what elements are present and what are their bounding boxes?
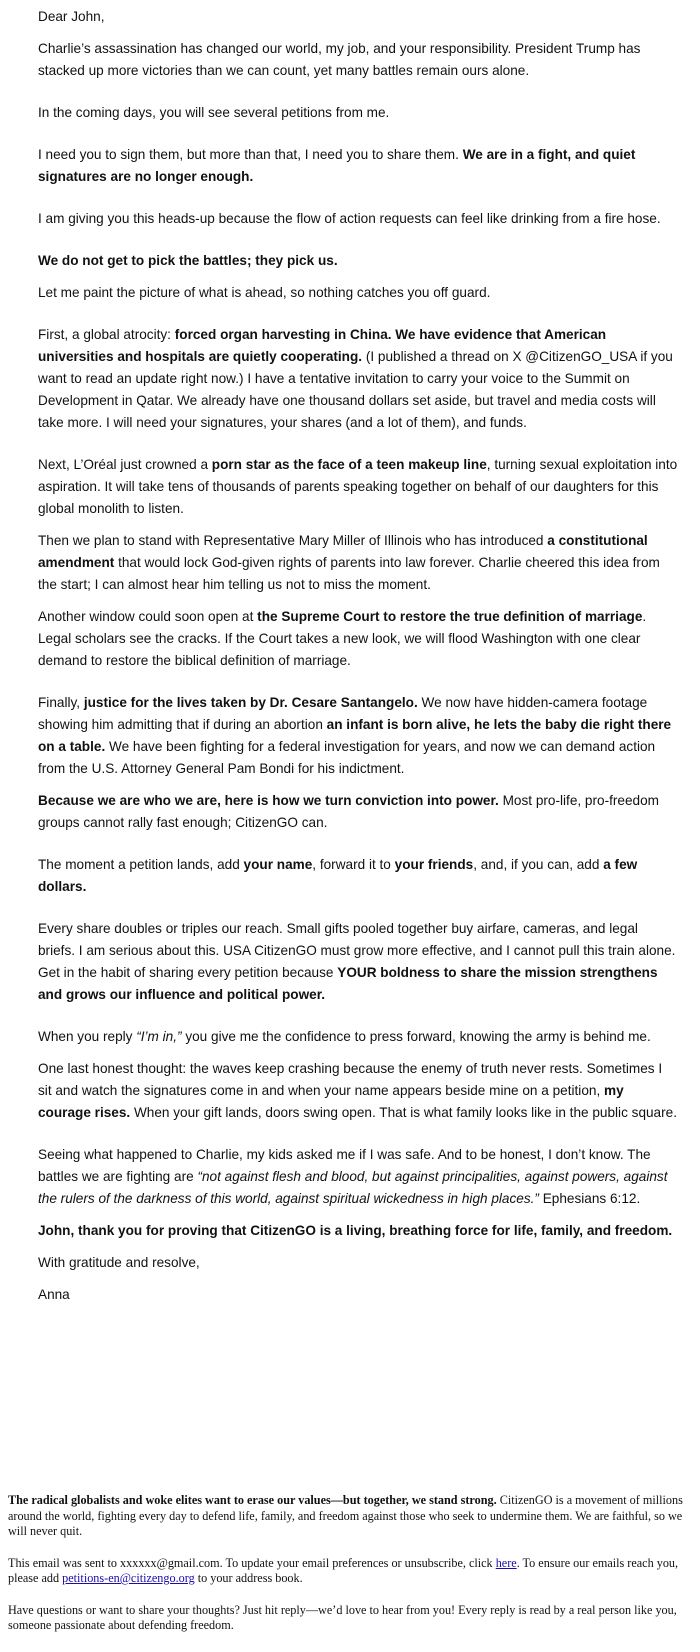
greeting: Dear John, xyxy=(38,9,105,24)
paragraph-loreal: Next, L’Oréal just crowned a porn star as the face of a teen makeup line, turning sexual exploitation into aspiration. It will take tens of thousands of parents speaking together on behalf of our daughters for this global monolith to listen. xyxy=(38,457,678,516)
footer-email-preferences: This email was sent to xxxxxx@gmail.com. To update your email preferences or unsubscribe, click here. To ensure our emails reach you, please add petitions-en@citizengo.org to your address book. xyxy=(8,1555,679,1585)
email-footer xyxy=(8,1493,692,1634)
paragraph-conviction-power: Because we are who we are, here is how we turn conviction into power. Most pro-life, pro-freedom groups cannot rally fast enough; CitizenGO can. xyxy=(38,793,659,830)
footer-reply-invite: Have questions or want to share your thoughts? Just hit reply—we’d love to hear from you! Every reply is read by a real person like you, someone passionate about defending freedom. xyxy=(8,1602,677,1632)
paragraph-sign-and-share: I need you to sign them, but more than that, I need you to share them. We are in a fight, and quiet signatures are no longer enough. xyxy=(38,147,636,184)
footer-mission: The radical globalists and woke elites want to erase our values—but together, we stand strong. CitizenGO is a movement of millions around the world, fighting every day to defend life, family, and freedom against those who seek to undermine them. We are faithful, so we will never quit. xyxy=(8,1493,683,1538)
paragraph-picture-ahead: Let me paint the picture of what is ahead, so nothing catches you off guard. xyxy=(38,285,491,300)
paragraph-supreme-court: Another window could soon open at the Supreme Court to restore the true definition of marriage. Legal scholars see the cracks. If the Court takes a new look, we will flood Washington with one clear demand to restore the biblical definition of marriage. xyxy=(38,609,647,668)
paragraph-intro: Charlie’s assassination has changed our world, my job, and your responsibility. President Trump has stacked up more victories than we can count, yet many battles remain ours alone. xyxy=(38,41,641,78)
signature: Anna xyxy=(38,1287,70,1302)
paragraph-heads-up: I am giving you this heads-up because the flow of action requests can feel like drinking from a fire hose. xyxy=(38,211,661,226)
paragraph-constitutional-amendment: Then we plan to stand with Representative Mary Miller of Illinois who has introduced a constitutional amendment that would lock God-given rights of parents into law forever. Charlie cheered this idea from the start; I can almost hear him telling us not to miss the moment. xyxy=(38,533,660,592)
paragraph-petitions-coming: In the coming days, you will see several petitions from me. xyxy=(38,105,390,120)
closing: With gratitude and resolve, xyxy=(38,1255,200,1270)
paragraph-thank-you: John, thank you for proving that CitizenGO is a living, breathing force for life, family, and freedom. xyxy=(38,1223,673,1238)
paragraph-every-share: Every share doubles or triples our reach. Small gifts pooled together buy airfare, cameras, and legal briefs. I am serious about this. USA CitizenGO must grow more effective, and I cannot pull this train alone. Get in the habit of sharing every petition because YOUR boldness to share the mission strengthens and grows our influence and political power. xyxy=(38,921,676,1002)
paragraph-reply-im-in: When you reply “I’m in,” you give me the confidence to press forward, knowing the army is behind me. xyxy=(38,1029,651,1044)
address-book-email-link[interactable]: petitions-en@citizengo.org xyxy=(62,1571,195,1585)
paragraph-battles: We do not get to pick the battles; they pick us. xyxy=(38,253,338,268)
paragraph-santangelo: Finally, justice for the lives taken by Dr. Cesare Santangelo. We now have hidden-camera footage showing him admitting that if during an abortion an infant is born alive, he lets the baby die right there on a table. We have been fighting for a federal investigation for years, and now we can demand action from the U.S. Attorney General Pam Bondi for his indictment. xyxy=(38,695,672,776)
unsubscribe-link[interactable]: here xyxy=(495,1555,517,1570)
paragraph-petition-lands: The moment a petition lands, add your name, forward it to your friends, and, if you can, add a few dollars. xyxy=(38,857,638,894)
paragraph-ephesians: Seeing what happened to Charlie, my kids asked me if I was safe. And to be honest, I don’t know. The battles we are fighting are “not against flesh and blood, but against principalities, against powers, against the rulers of the darkness of this world, against spiritual wickedness in high places.” Ephesians 6:12. xyxy=(38,1147,668,1206)
letter-body xyxy=(38,6,678,1306)
paragraph-organ-harvesting: First, a global atrocity: forced organ harvesting in China. We have evidence that American universities and hospitals are quietly cooperating. (I published a thread on X @CitizenGO_USA if you want to read an update right now.) I have a tentative invitation to carry your voice to the Summit on Development in Qatar. We already have one thousand dollars set aside, but travel and media costs will take more. I will need your signatures, your shares (and a lot of them), and funds. xyxy=(38,327,673,430)
paragraph-honest-thought: One last honest thought: the waves keep crashing because the enemy of truth never rests. Sometimes I sit and watch the signatures come in and when your name appears beside mine on a petition, my courage rises. When your gift lands, doors swing open. That is what family looks like in the public square. xyxy=(38,1061,677,1120)
